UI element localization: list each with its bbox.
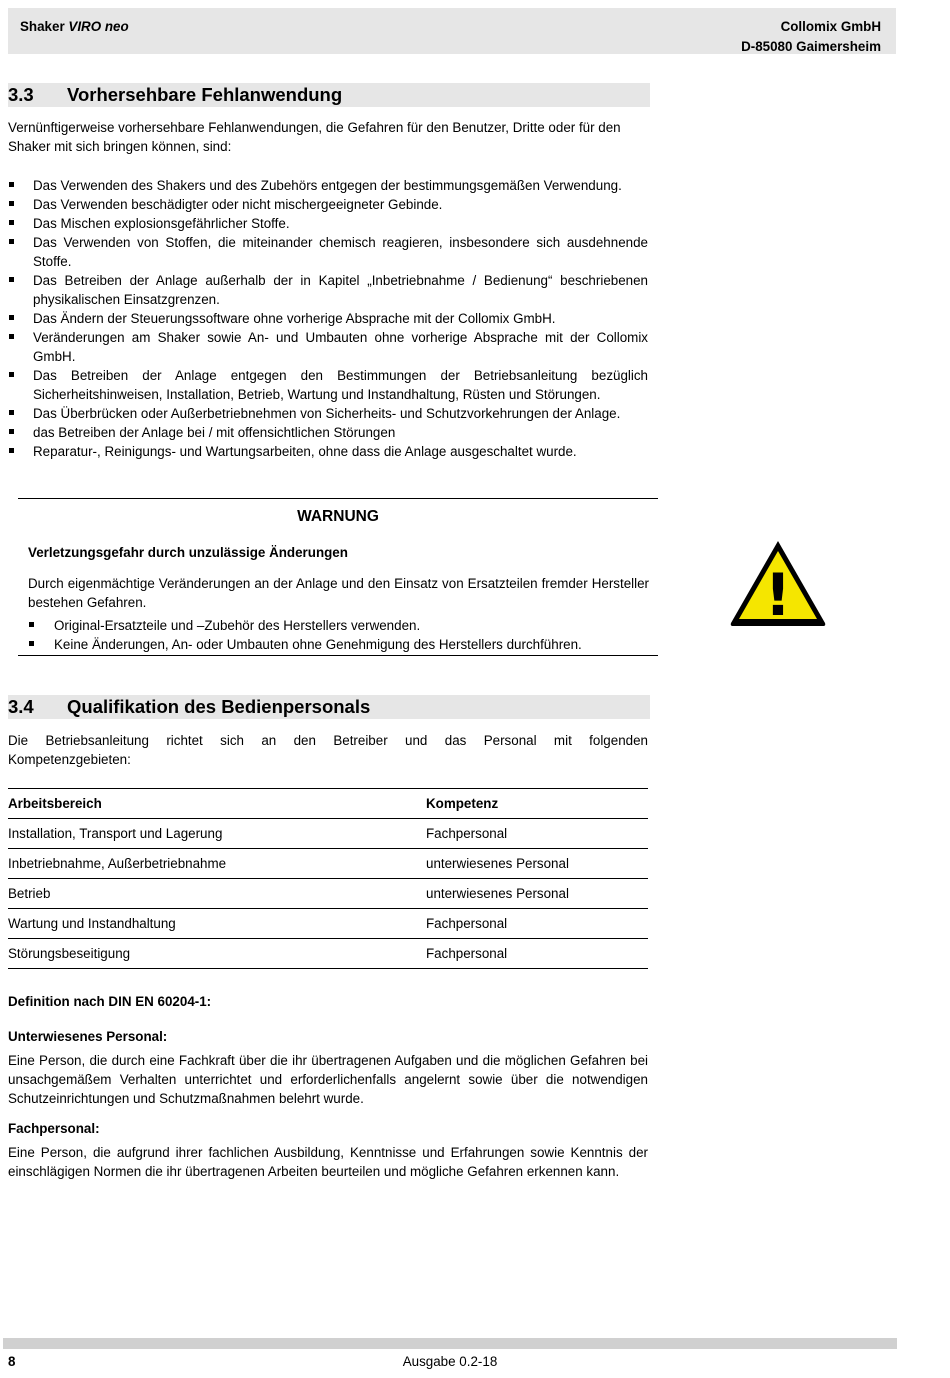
competence-table: [8, 788, 648, 969]
definition-1-title: Unterwiesenes Personal:: [8, 1029, 168, 1044]
list-item: Das Mischen explosionsgefährlicher Stoffe.: [8, 214, 648, 233]
section-number: 3.3: [8, 84, 34, 105]
misuse-list: [8, 176, 648, 461]
definition-1-text: Eine Person, die durch eine Fachkraft über die ihr übertragenen Aufgaben und die möglichen Gefahren bei unsachgemäßem Verhalten unterrichtet und erforderlichenfalls angelernt sowie über die notwendigen Schutzeinrichtungen und Schutzmaßnahmen belehrt wurde.: [8, 1053, 648, 1106]
definition-title: Definition nach DIN EN 60204-1:: [8, 994, 212, 1009]
bullet-icon: [9, 201, 14, 206]
definition-2-title: Fachpersonal:: [8, 1121, 100, 1136]
list-item: Das Betreiben der Anlage entgegen den Bestimmungen der Betriebsanleitung bezüglich Sicherheitshinweisen, Installation, Betrieb, Wartung und Instandhaltung, Rüsten und Störungen.: [8, 366, 648, 404]
page-number: 8: [8, 1354, 16, 1369]
bullet-icon: [9, 372, 14, 377]
warning-triangle-icon: [727, 537, 829, 629]
warning-list: [28, 616, 649, 654]
list-item: Original-Ersatzteile und –Zubehör des Herstellers verwenden.: [28, 616, 649, 635]
list-item: Das Ändern der Steuerungssoftware ohne vorherige Absprache mit der Collomix GmbH.: [8, 309, 648, 328]
bullet-icon: [9, 220, 14, 225]
header-company: Collomix GmbH: [780, 19, 881, 34]
list-item: Veränderungen am Shaker sowie An- und Umbauten ohne vorherige Absprache mit der Collomix GmbH.: [8, 328, 648, 366]
header-address: D-85080 Gaimersheim: [741, 38, 881, 54]
section-intro: Die Betriebsanleitung richtet sich an den Betreiber und das Personal mit folgenden Kompetenzgebieten:: [8, 733, 648, 767]
section-heading-3-3: [8, 83, 650, 107]
bullet-icon: [9, 277, 14, 282]
table-cell: Fachpersonal: [426, 939, 648, 969]
bullet-icon: [9, 315, 14, 320]
table-cell: Fachpersonal: [426, 819, 648, 849]
table-row: [8, 879, 648, 909]
table-header-row: [8, 789, 648, 819]
header-product: Shaker VIRO neo: [20, 19, 129, 34]
section-heading-3-4: [8, 695, 650, 719]
list-item: Reparatur-, Reinigungs- und Wartungsarbeiten, ohne dass die Anlage ausgeschaltet wurde.: [8, 442, 648, 461]
warning-text: Durch eigenmächtige Veränderungen an der Anlage und den Einsatz von Ersatzteilen fremder Hersteller bestehen Gefahren.: [28, 576, 649, 610]
bullet-icon: [9, 429, 14, 434]
list-item: Das Betreiben der Anlage außerhalb der in Kapitel „Inbetriebnahme / Bedienung“ beschriebenen physikalischen Einsatzgrenzen.: [8, 271, 648, 309]
bullet-icon: [9, 410, 14, 415]
list-item: Das Verwenden beschädigter oder nicht mischergeeigneter Gebinde.: [8, 195, 648, 214]
header-model: VIRO neo: [68, 19, 129, 34]
definition-2-text: Eine Person, die aufgrund ihrer fachlichen Ausbildung, Kenntnisse und Erfahrungen sowie Kenntnis der einschlägigen Normen die ihr übertragenen Arbeiten beurteilen und mögliche Gefahren erkennen kann.: [8, 1145, 648, 1179]
list-item: Das Überbrücken oder Außerbetriebnehmen von Sicherheits- und Schutzvorkehrungen der Anlage.: [8, 404, 648, 423]
column-header: Arbeitsbereich: [8, 789, 426, 819]
table-row: [8, 849, 648, 879]
section-title: Qualifikation des Bedienpersonals: [67, 696, 371, 717]
warning-subtitle: Verletzungsgefahr durch unzulässige Änderungen: [28, 545, 348, 560]
warning-title: WARNUNG: [297, 508, 379, 525]
table-row: [8, 819, 648, 849]
table-cell: Fachpersonal: [426, 909, 648, 939]
table-cell: Betrieb: [8, 879, 426, 909]
table-cell: unterwiesenes Personal: [426, 849, 648, 879]
bullet-icon: [29, 622, 34, 627]
table-cell: Störungsbeseitigung: [8, 939, 426, 969]
footer-bar: [3, 1338, 897, 1349]
list-item: Keine Änderungen, An- oder Umbauten ohne Genehmigung des Herstellers durchführen.: [28, 635, 649, 654]
table-cell: Wartung und Instandhaltung: [8, 909, 426, 939]
section-title: Vorhersehbare Fehlanwendung: [67, 84, 343, 105]
bullet-icon: [9, 448, 14, 453]
bullet-icon: [9, 334, 14, 339]
section-intro: Vernünftigerweise vorhersehbare Fehlanwendungen, die Gefahren für den Benutzer, Dritte oder für den Shaker mit sich bringen können, sind:: [8, 120, 621, 154]
bullet-icon: [9, 239, 14, 244]
edition-label: Ausgabe 0.2-18: [402, 1354, 498, 1369]
list-item: Das Verwenden des Shakers und des Zubehörs entgegen der bestimmungsgemäßen Verwendung.: [8, 176, 648, 195]
list-item: das Betreiben der Anlage bei / mit offensichtlichen Störungen: [8, 423, 648, 442]
page-header: [8, 8, 896, 54]
warning-box: [18, 498, 658, 656]
section-number: 3.4: [8, 696, 34, 717]
table-cell: Inbetriebnahme, Außerbetriebnahme: [8, 849, 426, 879]
column-header: Kompetenz: [426, 789, 648, 819]
table-row: [8, 909, 648, 939]
bullet-icon: [29, 641, 34, 646]
table-cell: unterwiesenes Personal: [426, 879, 648, 909]
list-item: Das Verwenden von Stoffen, die miteinander chemisch reagieren, insbesondere sich ausdehnende Stoffe.: [8, 233, 648, 271]
table-row: [8, 939, 648, 969]
table-cell: Installation, Transport und Lagerung: [8, 819, 426, 849]
warning-sign-glyph: !: [764, 561, 792, 629]
bullet-icon: [9, 182, 14, 187]
header-company-block: [741, 17, 881, 56]
